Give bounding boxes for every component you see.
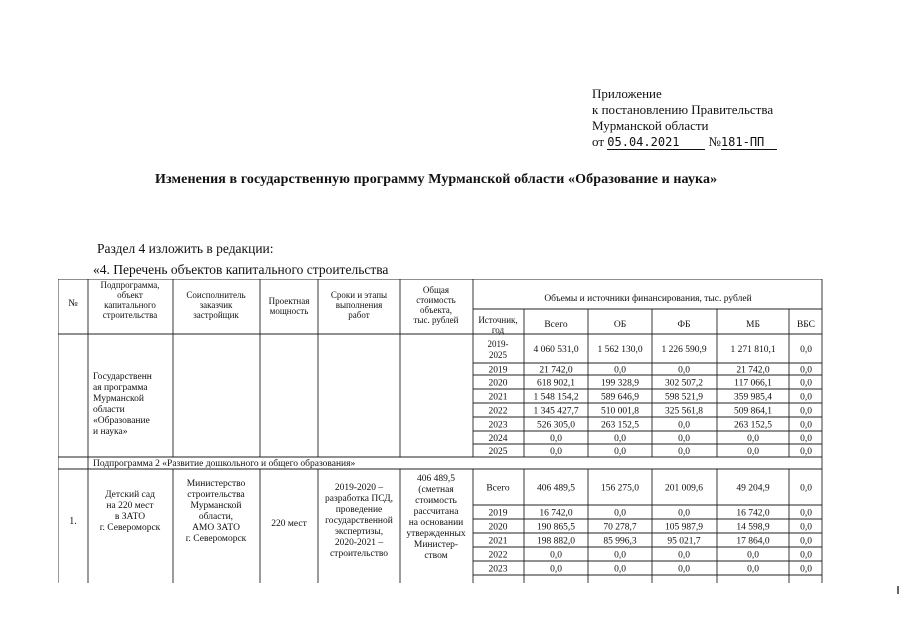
program-row-mb: 21 742,0 [736, 365, 770, 376]
object-stages: государственной [325, 516, 393, 526]
program-row-mb: 117 066,1 [734, 378, 772, 389]
object-row-fb: 0,0 [678, 550, 690, 561]
object-executor: АМО ЗАТО [192, 523, 240, 533]
program-row-ob: 199 328,9 [601, 378, 639, 389]
object-row-fb: 0,0 [678, 564, 690, 575]
object-stages: 2020-2021 – [334, 538, 384, 548]
object-executor: области, [198, 512, 234, 522]
object-cost: ством [424, 551, 448, 561]
header-subprogram: объект [117, 290, 143, 300]
object-row-vbs: 0,0 [800, 564, 812, 575]
program-row-year: 2019 [488, 365, 508, 376]
object-name: на 220 мест [106, 501, 154, 511]
object-row-ob: 0,0 [614, 550, 626, 561]
program-row-fb: 0,0 [678, 434, 690, 444]
program-row-year: 2024 [488, 434, 508, 444]
object-row-fb: 201 009,6 [665, 483, 703, 494]
object-capacity: 220 мест [271, 519, 307, 529]
decree-date: 05.04.2021 [607, 136, 705, 150]
object-cost: стоимость [415, 496, 457, 506]
decree-number: 181-ПП [721, 136, 777, 150]
program-name: Государственн [93, 372, 152, 382]
object-row-total: 16 742,0 [539, 508, 573, 519]
header-cost: тыс. рублей [413, 315, 459, 325]
attachment-date-line [592, 134, 777, 150]
header-vbs: ВБС [796, 320, 816, 330]
object-row-mb: 16 742,0 [736, 508, 770, 519]
object-executor: Мурманской [190, 501, 242, 511]
program-row-fb: 0,0 [678, 447, 690, 457]
program-row-year: 2022 [488, 406, 508, 417]
program-row-mb: 1 271 810,1 [730, 345, 776, 355]
object-row-vbs: 0,0 [800, 483, 812, 494]
header-subprogram: капитального [104, 300, 156, 310]
header-cost: стоимость [416, 295, 456, 305]
program-row-ob: 0,0 [614, 434, 626, 444]
scan-edge-mark [897, 586, 899, 594]
attachment-line-1: Приложение [592, 86, 662, 101]
object-row-vbs: 0,0 [800, 550, 812, 561]
object-row-total: 0,0 [550, 550, 562, 561]
program-row-total: 618 902,1 [537, 378, 575, 389]
program-row-vbs: 0,0 [800, 365, 812, 376]
object-executor: Министерство [186, 479, 246, 489]
object-row-total: 198 882,0 [537, 536, 575, 547]
program-row-ob: 263 152,5 [601, 420, 639, 431]
program-row-mb: 0,0 [747, 434, 759, 444]
header-total: Всего [544, 320, 568, 330]
header-executor: Соисполнитель [186, 290, 246, 300]
header-source-year: Источник, [478, 315, 518, 325]
attachment-line-2: к постановлению Правительства [592, 102, 774, 117]
object-stages: строительство [329, 549, 389, 559]
program-row-mb: 0,0 [747, 447, 759, 457]
header-fb: ФБ [677, 320, 691, 330]
object-row-year: 2020 [488, 522, 508, 533]
object-row-mb: 14 598,9 [736, 522, 770, 533]
program-row-fb: 0,0 [678, 420, 690, 431]
number-label: № [708, 134, 721, 149]
object-row-fb: 95 021,7 [667, 536, 701, 547]
object-row-year: 2022 [488, 550, 508, 561]
object-row-vbs: 0,0 [800, 536, 812, 547]
object-name: Детский сад [105, 490, 155, 500]
object-stages: проведение [335, 505, 383, 515]
header-capacity: Проектная [268, 296, 310, 306]
object-row-vbs: 0,0 [800, 522, 812, 533]
object-executor: строительства [187, 490, 245, 500]
header-capacity: мощность [269, 306, 309, 316]
program-row-ob: 510 001,8 [601, 406, 639, 417]
program-row-year: 2023 [488, 420, 508, 431]
object-stages: разработка ПСД, [325, 494, 393, 504]
attachment-line-3: Мурманской области [592, 118, 709, 133]
program-row-total: 4 060 531,0 [533, 345, 579, 355]
object-row-mb: 49 204,9 [736, 483, 770, 494]
program-row-vbs: 0,0 [800, 447, 812, 457]
object-cost: утвержденных [406, 529, 466, 539]
program-row-fb: 325 561,8 [665, 406, 703, 417]
object-row-year: Всего [486, 483, 510, 494]
program-row-vbs: 0,0 [800, 392, 812, 403]
object-cost: (сметная [418, 485, 454, 495]
object-row-vbs: 0,0 [800, 508, 812, 519]
header-executor: застройщик [193, 310, 239, 320]
program-name: ая программа [93, 383, 148, 393]
object-row-total: 406 489,5 [537, 483, 575, 494]
attachment-block [592, 86, 777, 150]
program-row-fb: 1 226 590,9 [661, 345, 707, 355]
object-row-ob: 0,0 [614, 508, 626, 519]
header-cost: объекта, [419, 305, 453, 315]
intro-line-1: Раздел 4 изложить в редакции: [97, 241, 274, 256]
program-row-ob: 0,0 [614, 365, 626, 376]
object-row-total: 190 865,5 [537, 522, 575, 533]
program-row-mb: 263 152,5 [734, 420, 772, 431]
program-row-ob: 589 646,9 [601, 392, 639, 403]
program-row-year: 2025 [488, 447, 508, 457]
header-stages: выполнения [335, 300, 383, 310]
program-name: и наука» [93, 427, 128, 437]
header-cost: Общая [422, 285, 450, 295]
program-row-ob: 0,0 [614, 447, 626, 457]
intro-line-2: «4. Перечень объектов капитального строительства [93, 262, 389, 277]
program-row-fb: 0,0 [678, 365, 690, 376]
program-row-mb: 509 864,1 [734, 406, 772, 417]
header-stages: работ [348, 310, 370, 320]
object-row-year: 2019 [488, 508, 508, 519]
object-row-ob: 85 996,3 [603, 536, 637, 547]
header-mb: МБ [746, 320, 760, 330]
object-row-mb: 0,0 [747, 550, 759, 561]
program-row-mb: 359 985,4 [734, 392, 772, 403]
object-stages: экспертизы, [334, 527, 384, 537]
program-name: области [93, 405, 125, 415]
object-name: г. Североморск [99, 523, 161, 533]
object-executor: г. Североморск [185, 534, 247, 544]
header-source-year: год [491, 325, 505, 335]
program-row-vbs: 0,0 [800, 406, 812, 417]
program-row-total: 0,0 [550, 434, 562, 444]
object-row-year: 2023 [488, 564, 508, 575]
program-name: «Образование [93, 416, 150, 426]
program-name: Мурманской [93, 394, 144, 404]
header-ob: ОБ [613, 320, 627, 330]
object-stages: 2019-2020 – [334, 483, 384, 493]
program-row-total: 1 548 154,2 [533, 392, 579, 403]
program-row-ob: 1 562 130,0 [597, 345, 643, 355]
header-subprogram: строительства [102, 310, 158, 320]
header-subprogram: Подпрограмма, [100, 280, 160, 290]
program-row-fb: 302 507,2 [665, 378, 703, 389]
capital-construction-table [58, 279, 823, 583]
program-row-total: 21 742,0 [539, 365, 573, 376]
header-number: № [68, 298, 78, 309]
document-title: Изменения в государственную программу Мурманской области «Образование и наука» [155, 172, 718, 187]
program-row-total: 1 345 427,7 [533, 406, 579, 417]
program-row-year: 2019- [487, 339, 509, 349]
program-row-total: 0,0 [550, 447, 562, 457]
object-row-ob: 70 278,7 [603, 522, 637, 533]
subprogram-2-title: Подпрограмма 2 «Развитие дошкольного и общего образования» [93, 459, 356, 469]
program-row-vbs: 0,0 [800, 345, 812, 355]
object-cost: Министер- [413, 540, 459, 550]
object-row-mb: 0,0 [747, 564, 759, 575]
program-row-year: 2025 [489, 350, 507, 360]
program-row-vbs: 0,0 [800, 378, 812, 389]
object-cost: рассчитана [413, 507, 459, 517]
header-funding: Объемы и источники финансирования, тыс. рублей [544, 294, 752, 304]
from-label: от [592, 134, 605, 149]
object-row-mb: 17 864,0 [736, 536, 770, 547]
table-grid [58, 279, 823, 583]
program-row-total: 526 305,0 [537, 420, 575, 431]
object-row-ob: 0,0 [614, 564, 626, 575]
object-row-fb: 105 987,9 [665, 522, 703, 533]
object-number: 1. [69, 516, 77, 527]
program-row-year: 2021 [488, 392, 508, 403]
object-name: в ЗАТО [114, 512, 146, 522]
program-row-vbs: 0,0 [800, 420, 812, 431]
object-row-year: 2021 [488, 536, 508, 547]
header-executor: заказчик [199, 300, 233, 310]
program-row-year: 2020 [488, 378, 508, 389]
object-row-ob: 156 275,0 [601, 483, 639, 494]
object-row-fb: 0,0 [678, 508, 690, 519]
object-cost: 406 489,5 [417, 474, 455, 484]
header-stages: Сроки и этапы [330, 290, 388, 300]
program-row-fb: 598 521,9 [665, 392, 703, 403]
program-row-vbs: 0,0 [800, 434, 812, 444]
object-row-total: 0,0 [550, 564, 562, 575]
object-cost: на основании [408, 518, 464, 528]
